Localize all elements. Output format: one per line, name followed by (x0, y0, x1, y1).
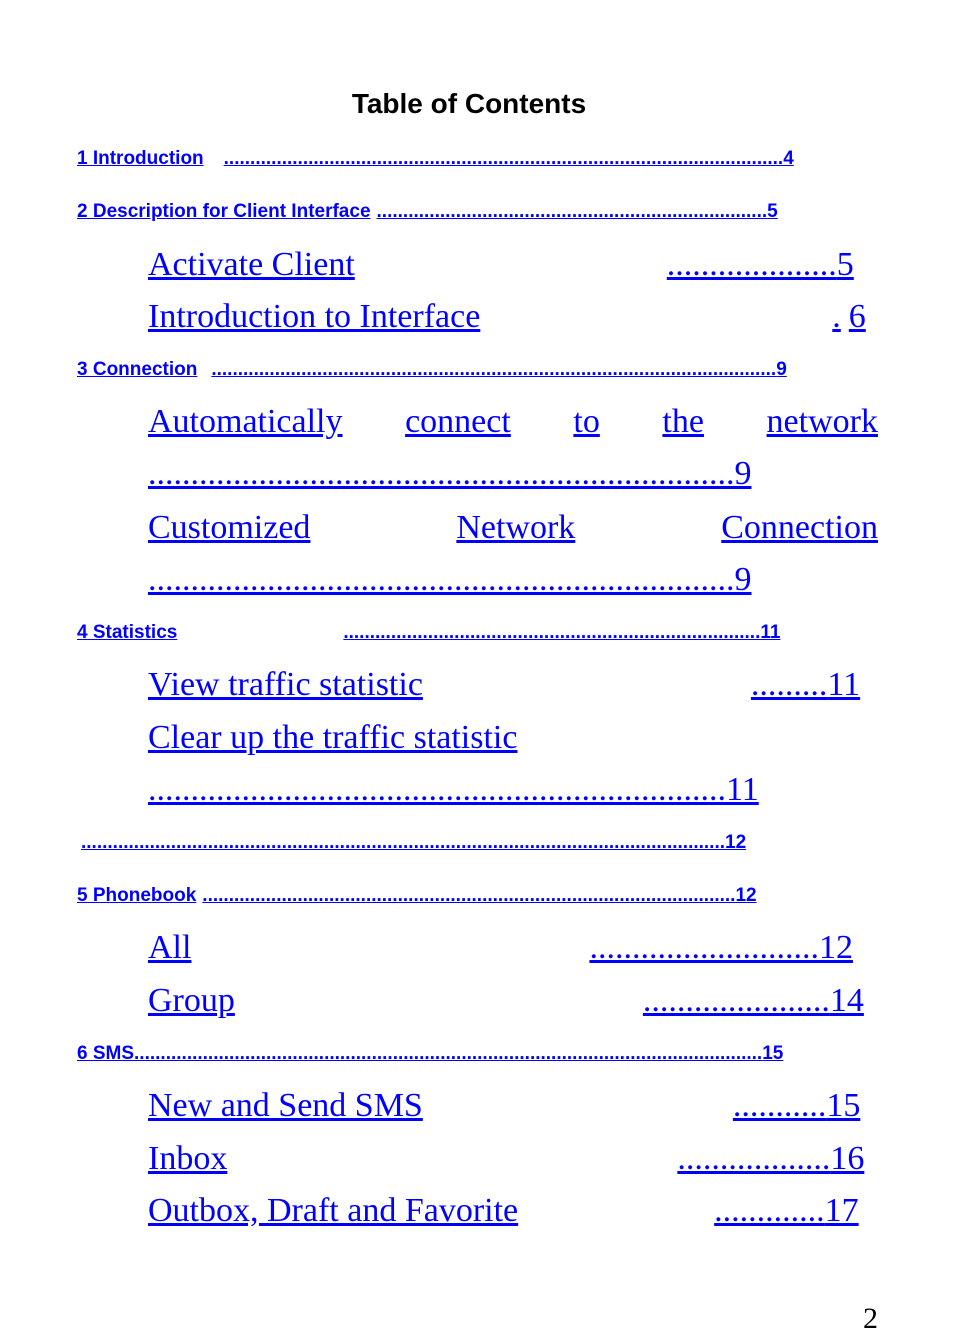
toc-leader-dots: .......................................................................................................................... (81, 832, 726, 853)
toc-page-number: 12 (818, 929, 853, 966)
toc-leader-dots: ..................................................................................................... (202, 885, 736, 906)
toc-entry-label: Outbox, Draft and Favorite (148, 1192, 519, 1229)
toc-entry-statistics[interactable] (77, 620, 877, 646)
toc-page-number: 4 (783, 148, 794, 169)
toc-entry-label: View traffic statistic (148, 666, 423, 703)
toc-leader-dots: ............. (714, 1192, 825, 1229)
toc-page-number: 12 (735, 885, 757, 906)
toc-entry-label: New and Send SMS (148, 1087, 423, 1124)
toc-page-number: 15 (762, 1043, 784, 1064)
toc-entry-label: Activate Client (148, 246, 355, 283)
toc-leader-dots: ...................... (642, 982, 830, 1019)
toc-leader-dots: ........................................................................................................... (211, 359, 777, 380)
toc-entry-label: Group (148, 982, 235, 1019)
toc-entry-auto-connect-leader[interactable] (148, 452, 878, 496)
toc-page-number: 17 (824, 1192, 859, 1229)
toc-entry-introduction[interactable] (77, 146, 877, 172)
toc-entry-label: All (148, 929, 192, 966)
toc-entry-auto-connect[interactable]: Automatically connect to the network (148, 403, 878, 440)
toc-entry-label: 2 Description for Client Interface (77, 201, 371, 222)
toc-entry-inbox[interactable] (148, 1137, 878, 1181)
toc-entry-intro-interface[interactable] (148, 295, 878, 339)
toc-entry-activate-client[interactable] (148, 243, 878, 287)
page-number: 2 (863, 1302, 878, 1335)
toc-entry-group[interactable] (148, 979, 878, 1023)
toc-page-number: 5 (767, 201, 778, 222)
toc-page-number: 12 (725, 832, 747, 853)
toc-page-number: 14 (829, 982, 864, 1019)
toc-entry-clear-traffic[interactable] (148, 716, 874, 760)
toc-leader-dots: .......................................................................................................... (223, 148, 784, 169)
toc-leader-dots: ......... (750, 666, 828, 703)
toc-page-number: 9 (734, 561, 752, 598)
toc-entry-label: 1 Introduction (77, 148, 204, 169)
toc-page-number: 16 (830, 1140, 865, 1177)
toc-leader-dots: ........... (732, 1087, 827, 1124)
toc-leader-dots: .................................................................... (148, 771, 726, 808)
toc-entry-clear-traffic-leader[interactable] (148, 768, 878, 812)
toc-page-number: 11 (827, 666, 861, 703)
toc-leader-dots: . (832, 298, 841, 335)
toc-page-number: 15 (826, 1087, 861, 1124)
toc-entry-customized[interactable]: Customized Network Connection (148, 509, 878, 546)
toc-entry-label: Inbox (148, 1140, 228, 1177)
toc-leader-dots: ............................................................................... (343, 622, 761, 643)
toc-entry-connection[interactable] (77, 357, 877, 383)
toc-entry-outbox[interactable] (148, 1189, 878, 1233)
toc-page-number: 11 (726, 771, 759, 808)
toc-entry-label: Introduction to Interface (148, 298, 481, 335)
toc-page-number: 5 (836, 246, 854, 283)
toc-entry-label: Clear up the traffic statistic (148, 719, 518, 756)
toc-entry-label: 5 Phonebook (77, 885, 197, 906)
toc-entry-untitled[interactable] (77, 830, 877, 856)
toc-entry-sms[interactable] (77, 1041, 877, 1067)
toc-entry-phonebook[interactable] (77, 883, 877, 909)
toc-leader-dots: .................. (677, 1140, 831, 1177)
toc-leader-dots: ..................................................................... (148, 455, 735, 492)
page-title: Table of Contents (351, 88, 587, 119)
toc-entry-customized-leader[interactable] (148, 558, 878, 602)
toc-page-number: 9 (734, 455, 752, 492)
toc-leader-dots: .................... (666, 246, 837, 283)
toc-entry-label: 4 Statistics (77, 622, 178, 643)
toc-page-number: 9 (776, 359, 787, 380)
toc-page-number: 6 (848, 298, 866, 335)
toc-entry-label: 6 SMS (77, 1043, 135, 1064)
toc-entry-label: 3 Connection (77, 359, 198, 380)
toc-leader-dots: ........................... (589, 929, 819, 966)
toc-entry-view-traffic[interactable] (148, 663, 878, 707)
toc-entry-description[interactable] (77, 199, 877, 225)
toc-entry-new-send-sms[interactable] (148, 1084, 878, 1128)
toc-leader-dots: ..................................................................... (148, 561, 735, 598)
toc-entry-all[interactable] (148, 926, 878, 970)
toc-leader-dots: ....................................................................................................................... (134, 1043, 763, 1064)
toc-page-number: 11 (760, 622, 781, 643)
toc-leader-dots: .......................................................................... (376, 201, 768, 222)
